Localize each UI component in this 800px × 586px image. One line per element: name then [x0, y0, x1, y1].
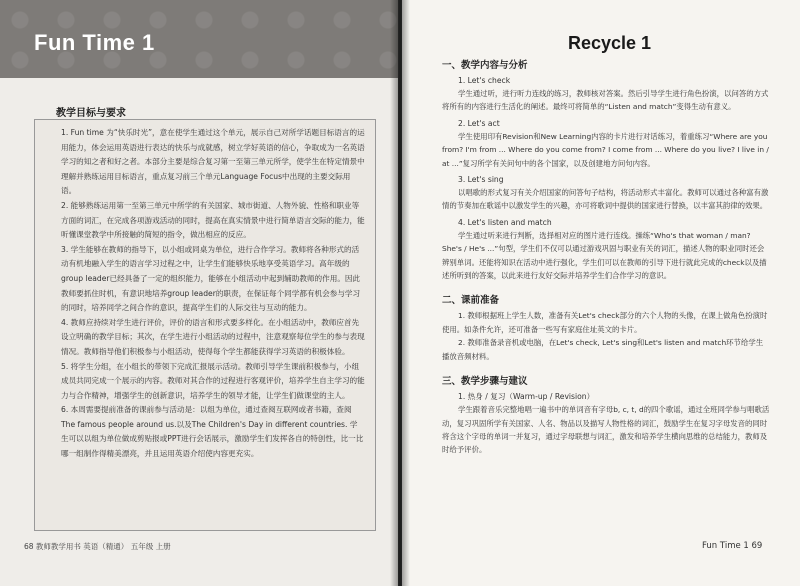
goal-item: 6. 本周需要提前准备的课前参与活动是：以组为单位，通过查阅互联网或者书籍，查阅The famous people around us.以及The Children's Day in different countries. 学生可以以组为单位做成剪贴报或PPT进行会话展示，激励学生们发挥各自的特创性，比一比哪一组制作得精美漂亮，并且运用英语介绍使内容更充实。: [61, 405, 364, 459]
section-heading: 二、课前准备: [442, 295, 500, 307]
paragraph: 学生通过听，进行听力连线的练习，教师核对答案。然后引导学生进行角色扮演，以问答的方式将所有的内容进行生活化的阐述。最终可将简单的“Listen and match”变得生动有意义。: [442, 89, 769, 112]
left-page: [0, 0, 398, 586]
subheading: 3. Let's sing: [458, 175, 504, 185]
paragraph: 1. 教师根据班上学生人数，准备有关Let's check部分的六个人物的头像，在课上做角色扮演时使用。如条件允许，还可准备一些写有家庭住址英文的卡片。: [442, 311, 768, 334]
subheading: 2. Let's act: [458, 118, 500, 128]
book-gutter: [390, 0, 410, 586]
right-body: [442, 58, 770, 457]
paragraph: 2. 教师准备录音机或电脑，在Let's check, Let's sing和Let's listen and match环节给学生播放音频材料。: [442, 338, 764, 361]
subheading: 4. Let's listen and match: [458, 217, 552, 227]
goal-item: 5. 将学生分组，在小组长的带领下完成汇报展示活动。教师引导学生课前积极参与，小组成员共同完成一个展示的内容。教师对其合作的过程进行客观评价，培养学生自主学习的能力与合作精神，增强学生的创新意识，培养学生的领导才能，让学生们做课堂的主人。: [61, 361, 365, 400]
page-footer: 68 教师教学用书 英语（精通） 五年级 上册: [24, 542, 171, 551]
right-page: [402, 0, 800, 586]
goals-heading: 教学目标与要求: [56, 108, 126, 119]
goal-item: 2. 能够熟练运用第一至第三单元中所学的有关国家、城市街道、人物外貌、性格和职业等方面的词汇，在完成各项游戏活动的同时，提高在真实情景中进行简单语言交际的能力，能听懂课堂教学中所接触的简短的指令，做出相应的反应。: [61, 200, 365, 240]
goals-box: [34, 119, 376, 531]
subheading: 1. Let's check: [458, 76, 511, 85]
section-heading: 三、教学步骤与建议: [442, 376, 528, 388]
goal-item: 3. 学生能够在教师的指导下，以小组或同桌为单位，进行合作学习。教师将各种形式的活动有机地融入学生的语言学习过程之中，让学生们能够快乐地享受英语学习。高年级的group leader已经具备了一定的组织能力，能够在小组活动中起到辅助教师的作用。因此教师要抓住时机，有意识地培养group leader的职责，在保证每个同学都有机会参与学习的同时，培养同学之间合作的意识，提高学生们的人际交往与互动的能力。: [61, 244, 361, 313]
page-title: Recycle 1: [568, 33, 652, 53]
page-footer: Fun Time 1 69: [702, 541, 763, 551]
page-title: Fun Time 1: [34, 30, 155, 55]
section-heading: 一、教学内容与分析: [442, 60, 528, 71]
paragraph: 学生使用印有Revision和New Learning内容的卡片进行对话练习，着重练习“Where are you from? I'm from ... Where do you come from? I come from ... Where do you live? I live in / at ...”复习所学有关问句中的各个国家，以及创建地方问句内容。: [442, 131, 769, 168]
paragraph: 学生通过听来进行判断，选择相对应的图片进行连线。操练“Who's that woman / man? She's / He's ...”句型，学生们不仅可以通过游戏巩固与职业有关的词汇，描述人物的职业同时还会辨别单词。还能将知识在活动中进行强化，学生们可以在教师的引导下进行就此完成的check以及描述所听到的答案，以此来进行友好交际并培养学生们合作学习的意识。: [442, 230, 767, 281]
goal-item: 4. 教师应持续对学生进行评价，评价的语言和形式要多样化。在小组活动中，教师应首先设立明确的教学目标；其次，在学生进行小组活动的过程中，注意观察每位学生的参与表现情况。教师指导他们积极参与小组活动，使得每个学生都能获得学习英语的积极体验。: [61, 317, 365, 356]
paragraph: 以唱歌的形式复习有关介绍国家的问答句子结构，将活动形式丰富化。教师可以通过各种富有激情的节奏加在歌谣中以激发学生的兴趣，亦可将歌词中提供的国家进行替换，以丰富其韵律的效果。: [442, 188, 769, 211]
goal-item: 1. Fun time 为“快乐时光”，意在使学生通过这个单元，展示自己对所学话题目标语言的运用能力，体会运用英语进行表达的快乐与成就感，树立学好英语的信心，争取成为一名英语学习的知之者和好之者。本部分主要是综合复习第一至第三单元所学，使学生在特定情景中理解并熟练运用目标语言，重点复习前三个单元Language Focus中出现的主要交际用语。: [61, 128, 365, 196]
paragraph: 学生跟着音乐完整地唱一遍书中的单词音有字母b, c, t, d的四个歌谣，通过全班同学参与唱歌活动，复习巩固所学有关国家、人名、物品以及描写人物性格的词汇，鼓励学生在复习字母发音的同时将含这个字母的单词一并复习，通过字母联想与词汇，激发和培养学生横向思维的总结能力，教师及时给予评价。: [442, 405, 770, 455]
subheading: 1. 热身 / 复习（Warm-up / Revision）: [458, 392, 595, 402]
